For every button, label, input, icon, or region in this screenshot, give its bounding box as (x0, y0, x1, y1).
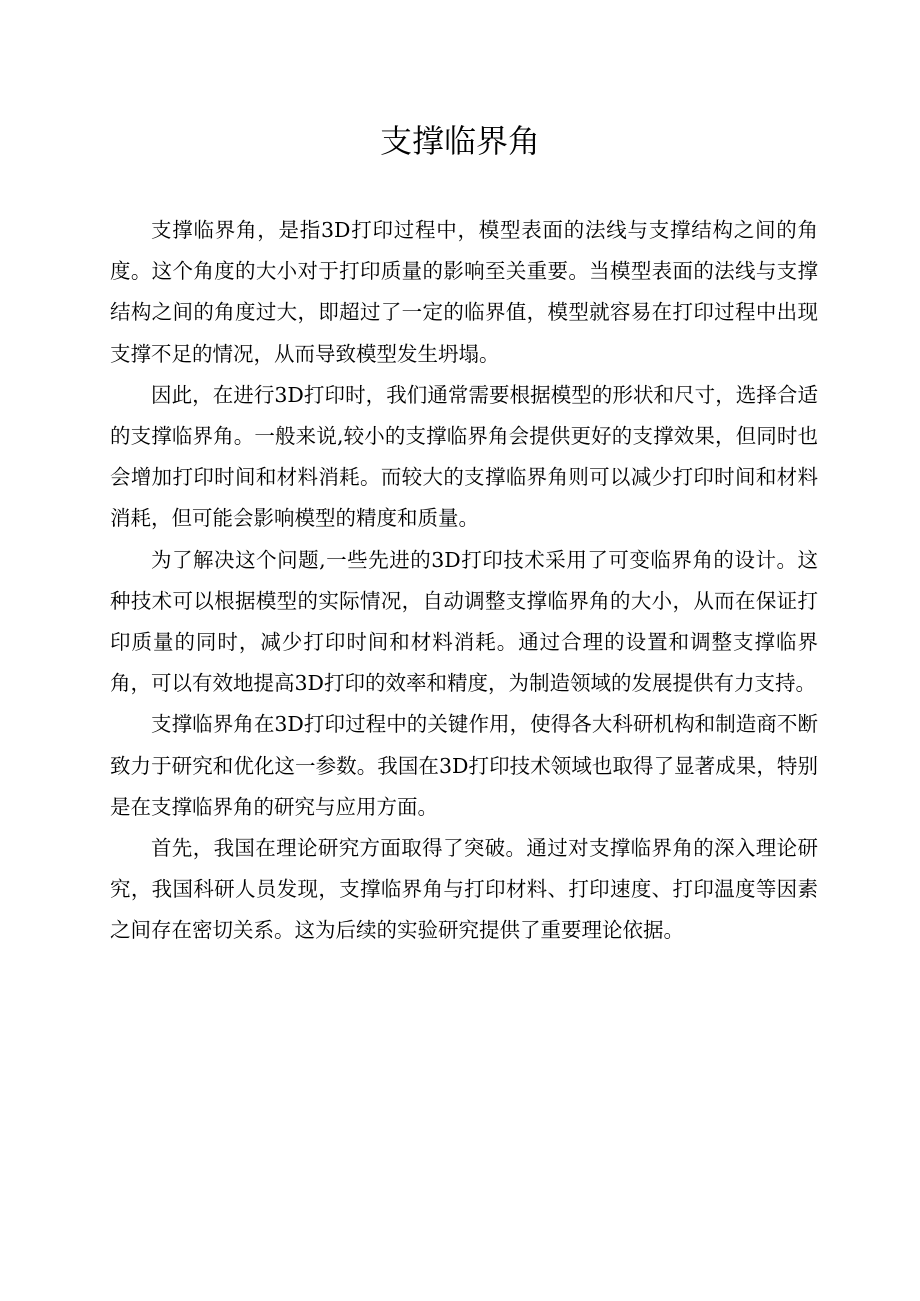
paragraph-4: 支撑临界角在3D打印过程中的关键作用，使得各大科研机构和制造商不断致力于研究和优化这一参数。我国在3D打印技术领域也取得了显著成果，特别是在支撑临界角的研究与应用方面。 (110, 712, 818, 819)
paragraph-3: 为了解决这个问题,一些先进的3D打印技术采用了可变临界角的设计。这种技术可以根据模型的实际情况，自动调整支撑临界角的大小，从而在保证打印质量的同时，减少打印时间和材料消耗。通过合理的设置和调整支撑临界角，可以有效地提高3D打印的效率和精度，为制造领域的发展提供有力支持。 (110, 547, 818, 696)
paragraph-5: 首先，我国在理论研究方面取得了突破。通过对支撑临界角的深入理论研究，我国科研人员发现，支撑临界角与打印材料、打印速度、打印温度等因素之间存在密切关系。这为后续的实验研究提供了重要理论依据。 (110, 836, 818, 943)
page-title: 支撑临界角 (379, 122, 540, 160)
paragraph-2: 因此，在进行3D打印时，我们通常需要根据模型的形状和尺寸，选择合适的支撑临界角。一般来说,较小的支撑临界角会提供更好的支撑效果，但同时也会增加打印时间和材料消耗。而较大的支撑临界角则可以减少打印时间和材料消耗，但可能会影响模型的精度和质量。 (110, 382, 818, 531)
document-body (110, 210, 818, 952)
paragraph-1: 支撑临界角，是指3D打印过程中，模型表面的法线与支撑结构之间的角度。这个角度的大小对于打印质量的影响至关重要。当模型表面的法线与支撑结构之间的角度过大，即超过了一定的临界值，模型就容易在打印过程中出现支撑不足的情况，从而导致模型发生坍塌。 (110, 218, 818, 366)
